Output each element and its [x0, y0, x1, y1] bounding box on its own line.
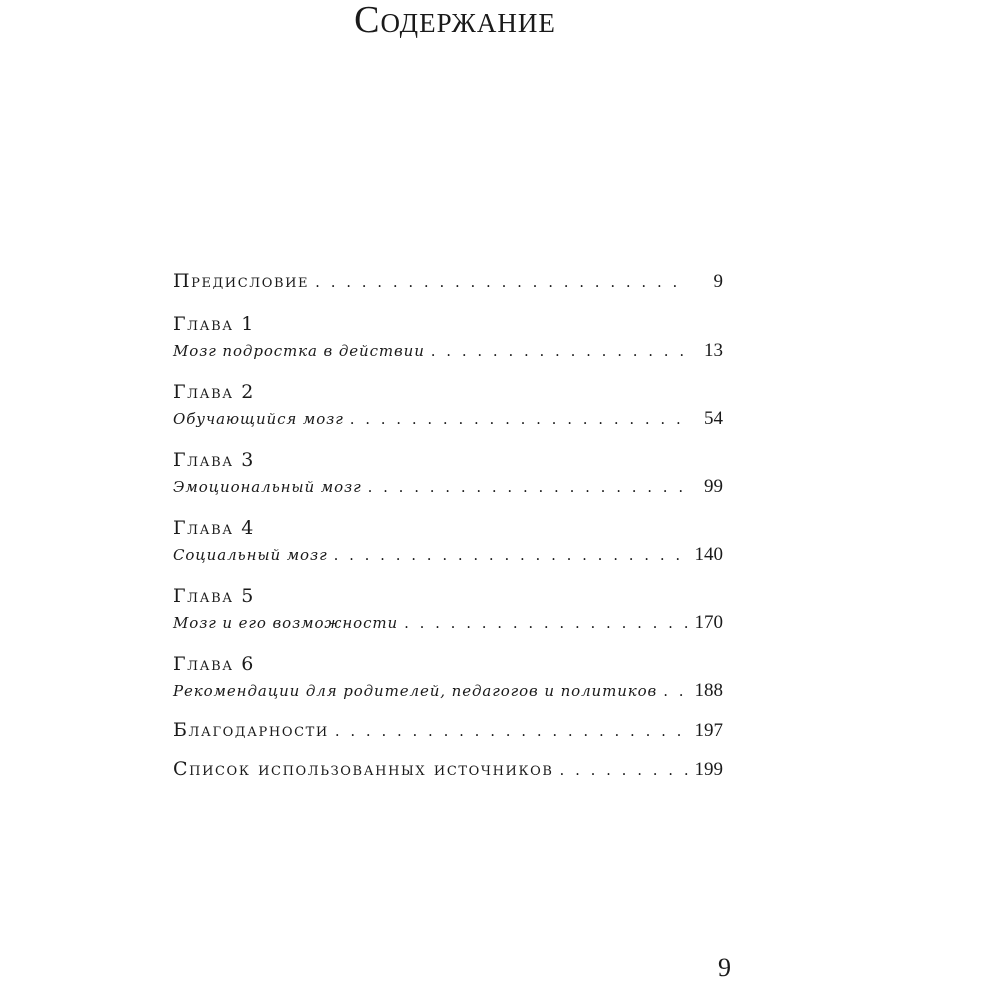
toc-entry-page: 9: [713, 271, 723, 292]
chapter-heading: Глава 1: [173, 313, 255, 335]
chapter-page: 54: [704, 408, 723, 429]
toc-chapter-6[interactable]: [173, 649, 723, 709]
chapter-page: 188: [694, 680, 723, 701]
dot-leader: [334, 546, 689, 564]
chapter-title: Обучающийся мозг: [173, 410, 344, 428]
dot-leader: [404, 614, 688, 632]
chapter-heading: Глава 4: [173, 517, 255, 539]
chapter-title: Мозг подростка в действии: [173, 342, 425, 360]
chapter-heading: Глава 3: [173, 449, 255, 471]
toc-entry-references[interactable]: [173, 758, 723, 787]
toc-chapter-4[interactable]: [173, 513, 723, 573]
chapter-heading: Глава 2: [173, 381, 255, 403]
toc-chapter-3[interactable]: [173, 445, 723, 505]
table-of-contents: [173, 270, 723, 787]
dot-leader: [350, 410, 689, 428]
toc-entry-preface[interactable]: [173, 270, 723, 299]
toc-entry-label: Благодарности: [173, 719, 329, 741]
toc-chapter-2[interactable]: [173, 377, 723, 437]
dot-leader: [431, 342, 689, 360]
toc-entry-page: 197: [694, 720, 723, 741]
chapter-page: 13: [704, 340, 723, 361]
chapter-heading: Глава 6: [173, 653, 255, 675]
toc-entry-page: 199: [694, 759, 723, 780]
chapter-page: 170: [694, 612, 723, 633]
chapter-title: Мозг и его возможности: [173, 614, 399, 632]
dot-leader: [663, 682, 688, 700]
dot-leader: [368, 478, 689, 496]
page-number: 9: [718, 953, 731, 982]
dot-leader: [335, 722, 689, 740]
dot-leader: [315, 273, 689, 291]
toc-chapter-5[interactable]: [173, 581, 723, 641]
chapter-heading: Глава 5: [173, 585, 255, 607]
chapter-title: Социальный мозг: [173, 546, 328, 564]
toc-entry-acknowledgements[interactable]: [173, 719, 723, 748]
page-title: Содержание: [354, 0, 556, 41]
dot-leader: [560, 761, 689, 779]
chapter-title: Эмоциональный мозг: [173, 478, 362, 496]
chapter-page: 99: [704, 476, 723, 497]
toc-entry-label: Список использованных источников: [173, 758, 554, 780]
chapter-title: Рекомендации для родителей, педагогов и политиков: [173, 682, 658, 700]
toc-entry-label: Предисловие: [173, 270, 310, 292]
toc-chapter-1[interactable]: [173, 309, 723, 369]
chapter-page: 140: [694, 544, 723, 565]
